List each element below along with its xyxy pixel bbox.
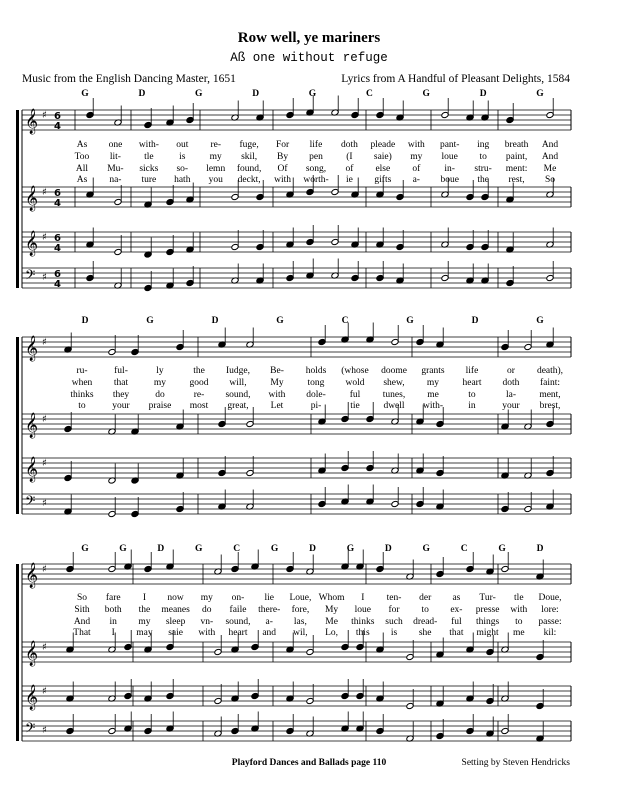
lyric-syllable: to [421,605,429,615]
lyric-syllable: with [274,175,292,185]
lyric-syllable: such [385,617,403,627]
chord-symbol: G [536,316,544,326]
lyric-syllable: great, [227,401,249,411]
lyric-syllable: I [361,593,365,603]
lyric-syllable: By [277,152,289,162]
treble-clef-icon: 𝄞 [25,186,39,211]
lyric-syllable: faile [229,605,247,615]
chord-symbol: C [341,316,349,326]
lyric-syllable: your [112,401,130,411]
treble-clef-icon: 𝄞 [25,563,39,588]
chord-symbol: D [384,544,392,554]
lyric-syllable: my [200,593,213,603]
lyric-syllable: a- [412,175,420,185]
lyric-syllable: me [427,390,439,400]
music-credit: Music from the English Dancing Master, 1651 [22,73,236,85]
lyric-syllable: sleep [165,617,186,627]
sharp-icon: ♯ [42,232,47,243]
chord-symbol: G [270,544,279,554]
lyric-syllable: tle [144,152,154,162]
lyric-syllable: fare [105,593,121,603]
lyric-syllable: Mu- [107,164,124,174]
lyric-syllable: now [167,593,184,603]
lyric-syllable: kil: [543,628,557,638]
lyric-syllable: ing [477,140,490,150]
lyric-syllable: for [388,605,400,615]
chord-symbol: G [81,544,89,554]
sharp-icon: ♯ [42,642,47,653]
system-bracket [16,564,19,741]
lyric-syllable: good [189,378,209,388]
lyric-syllable: my [209,152,222,162]
lyric-syllable: pleade [370,140,396,150]
lyric-syllable: loue [354,605,371,615]
lyric-syllable: in [468,401,476,411]
lyric-syllable: to [468,390,476,400]
lyric-syllable: deckt, [237,175,261,185]
lyric-syllable: saie [168,628,183,638]
lyric-syllable: might [476,628,499,638]
treble-clef-icon: 𝄞 [25,231,39,256]
lyric-syllable: tie [350,401,360,411]
lyric-syllable: found, [236,164,262,174]
lyric-syllable: lie [264,593,274,603]
bass-clef-icon: 𝄢 [25,493,36,512]
system-bracket [16,337,19,514]
lyric-syllable: dwell [383,401,405,411]
lyric-syllable: pant- [439,140,460,150]
lyrics-credit: Lyrics from A Handful of Pleasant Delights, 1584 [341,73,570,85]
sharp-icon: ♯ [42,725,47,736]
lyric-syllable: life [309,140,323,150]
lyric-syllable: brest, [539,401,561,411]
lyric-syllable: death), [536,366,564,376]
chord-symbol: C [233,544,241,554]
lyric-syllable: (whose [341,366,369,376]
lyric-syllable: things [475,617,500,627]
time-sig-bottom: 4 [54,198,61,209]
lyric-syllable: And [541,152,559,162]
lyric-syllable: ment, [539,390,561,400]
treble-clef-icon: 𝄞 [25,457,39,482]
sharp-icon: ♯ [42,187,47,198]
lyric-syllable: ful [451,617,462,627]
lyric-syllable: may [136,628,153,638]
lyric-syllable: Whom [318,593,345,603]
lyric-syllable: heart [462,378,482,388]
lyric-syllable: or [507,366,515,376]
lyric-syllable: ment: [505,164,528,174]
lyric-syllable: gifts [374,175,392,185]
lyric-syllable: is [390,628,398,638]
lyric-syllable: ly [156,366,164,376]
lyric-syllable: As [76,175,88,185]
chord-symbol: G [146,316,154,326]
lyric-syllable: meanes [161,605,190,615]
lyric-syllable: Too [74,152,90,162]
lyric-syllable: tle [514,593,524,603]
lyric-syllable: the [477,175,489,185]
lyric-syllable: shew, [383,378,405,388]
sharp-icon: ♯ [42,110,47,121]
chord-symbol: C [365,89,373,99]
lyric-syllable: ie [345,175,353,185]
lyric-syllable: doth [340,140,358,150]
lyric-syllable: passe: [538,617,562,627]
chord-symbol: D [157,544,165,554]
lyric-syllable: doth [502,378,520,388]
lyric-syllable: der [419,593,432,603]
lyric-syllable: re- [210,140,221,150]
lyric-syllable: tunes, [382,390,406,400]
lyric-syllable: praise [148,401,172,411]
sharp-icon: ♯ [42,458,47,469]
lyric-syllable: Let [270,401,284,411]
lyric-syllable: else [375,164,391,174]
chord-symbol: G [195,89,203,99]
lyric-syllable: My [270,378,284,388]
lyric-syllable: with [198,628,216,638]
lyric-syllable: Be- [270,366,284,376]
lyric-syllable: to [479,152,487,162]
lyric-syllable: as [452,593,461,603]
lyric-syllable: they [112,390,130,400]
lyric-syllable: ful- [114,366,128,376]
lyric-syllable: most [189,401,209,411]
chord-symbol: D [309,544,316,554]
lyric-syllable: this [355,628,370,638]
lyric-syllable: with [510,605,528,615]
lyric-syllable: tong [307,378,325,388]
lyric-syllable: Doue, [538,593,562,603]
lyric-syllable: fuge, [239,140,259,150]
lyric-syllable: my [138,617,151,627]
lyric-syllable: las, [293,617,307,627]
song-title: Row well, ye mariners [237,30,381,46]
chord-symbol: G [119,544,127,554]
lyric-syllable: loue [441,152,458,162]
lyric-syllable: that [449,628,464,638]
lyric-syllable: ten- [386,593,402,603]
lyric-syllable: and [262,628,277,638]
lyric-syllable: to [515,617,523,627]
bass-clef-icon: 𝄢 [25,720,36,739]
sharp-icon: ♯ [42,564,47,575]
lyric-syllable: with [268,390,286,400]
lyric-syllable: Of [277,164,288,174]
lyric-syllable: la- [505,390,517,400]
lyric-syllable: ru- [76,366,88,376]
lyric-syllable: there- [258,605,281,615]
lyric-syllable: do [202,605,212,615]
chord-symbol: G [81,89,89,99]
lyric-syllable: saie) [373,152,392,162]
lyric-syllable: so- [176,164,189,174]
chord-symbol: G [406,316,414,326]
lyric-syllable: paint, [505,152,528,162]
chord-symbol: G [536,89,544,99]
lyric-syllable: you [208,175,223,185]
lyric-syllable: And [73,617,91,627]
lyric-syllable: My [324,605,339,615]
lyric-syllable: I [142,593,146,603]
lyric-syllable: the [193,366,205,376]
lyric-syllable: your [502,401,520,411]
page-footer-title: Playford Dances and Ballads page 110 [231,758,387,768]
lyric-syllable: hath [174,175,191,185]
lyric-syllable: For [275,140,290,150]
lyric-syllable: Lo, [325,628,339,638]
sharp-icon: ♯ [42,337,47,348]
lyric-syllable: with [407,140,425,150]
lyric-syllable: lemn [206,164,226,174]
chord-symbol: D [471,316,479,326]
lyric-syllable: So [544,175,556,185]
lyric-syllable: stru- [474,164,492,174]
chord-symbol: G [195,544,203,554]
lyric-syllable: a- [265,617,273,627]
lyric-syllable: song, [305,164,327,174]
system-bracket [16,110,19,288]
lyric-syllable: to [78,401,86,411]
lyric-syllable: with- [422,401,444,411]
lyric-syllable: presse [475,605,500,615]
lyric-syllable: sound, [225,617,251,627]
sharp-icon: ♯ [42,686,47,697]
lyric-syllable: life [465,366,479,376]
lyric-syllable: (I [346,152,353,162]
time-sig-top: 6 [54,269,61,280]
chord-symbol: D [536,544,544,554]
lyric-syllable: Me [543,164,557,174]
lyric-syllable: will, [229,378,247,388]
treble-clef-icon: 𝄞 [25,413,39,438]
lyric-syllable: Tur- [479,593,496,603]
lyric-syllable: the [138,605,151,615]
lyric-syllable: my [153,378,167,388]
treble-clef-icon: 𝄞 [25,336,39,361]
lyric-syllable: ture [141,175,157,185]
lyric-syllable: me [512,628,525,638]
lyric-syllable: rest, [508,175,525,185]
lyric-syllable: All [75,164,89,174]
lyric-syllable: Loue, [289,593,312,603]
sharp-icon: ♯ [42,498,47,509]
lyric-syllable: do [155,390,165,400]
lyric-syllable: vn- [200,617,214,627]
lyric-syllable: thinks [70,390,94,400]
chord-symbol: D [211,316,219,326]
lyric-syllable: faint: [539,378,561,388]
lyric-syllable: she [418,628,432,638]
time-sig-top: 6 [54,233,61,244]
lyric-syllable: sicks [139,164,159,174]
lyric-syllable: pen [309,152,323,162]
arranger-credit: Setting by Steven Hendricks [461,758,570,768]
treble-clef-icon: 𝄞 [25,685,39,710]
chord-symbol: D [138,89,146,99]
lyric-syllable: that [113,378,129,388]
chord-symbol: G [422,544,430,554]
lyric-syllable: in [109,617,117,627]
bass-clef-icon: 𝄢 [25,267,36,286]
lyric-syllable: thinks [351,617,375,627]
lyric-syllable: in- [444,164,455,174]
lyric-syllable: I [111,628,115,638]
lyric-syllable: with- [138,140,159,150]
lyric-syllable: Iudge, [225,366,251,376]
lyric-syllable: That [73,628,91,638]
time-sig-top: 6 [54,188,61,199]
lyric-syllable: my [410,152,423,162]
chord-symbol: G [422,89,430,99]
lyric-syllable: lore: [541,605,559,615]
time-sig-bottom: 4 [54,243,61,254]
lyric-syllable: holds [305,366,327,376]
chord-symbol: D [479,89,487,99]
lyric-syllable: of [412,164,421,174]
lyric-syllable: na- [109,175,122,185]
chord-symbol: G [346,544,355,554]
chord-symbol: C [460,544,468,554]
lyric-syllable: And [541,140,559,150]
lyric-syllable: when [71,378,93,388]
lyric-syllable: of [345,164,354,174]
sharp-icon: ♯ [42,414,47,425]
lyric-syllable: my [426,378,440,388]
time-sig-bottom: 4 [54,279,61,290]
lyric-syllable: fore, [291,605,310,615]
lyric-syllable: dread- [413,617,438,627]
chord-symbol: D [81,316,89,326]
lyric-syllable: breath [504,140,529,150]
lyric-syllable: As [76,140,88,150]
lyric-syllable: wil, [293,628,308,638]
lyric-syllable: Me [325,617,338,627]
lyric-syllable: pi- [310,401,322,411]
lyric-syllable: both [104,605,122,615]
lyric-syllable: re- [193,390,205,400]
chord-symbol: G [498,544,506,554]
lyric-syllable: worth- [303,175,329,185]
sharp-icon: ♯ [42,272,47,283]
chord-symbol: G [308,89,317,99]
time-sig-top: 6 [54,111,61,122]
lyric-syllable: Sith [74,605,90,615]
lyric-syllable: on- [231,593,245,603]
lyric-syllable: doome [381,366,407,376]
lyric-syllable: one [108,140,123,150]
lyric-syllable: ful [349,390,361,400]
treble-clef-icon: 𝄞 [25,109,39,134]
lyric-syllable: ex- [450,605,463,615]
time-sig-bottom: 4 [54,121,61,132]
lyric-syllable: lit- [109,152,121,162]
chord-symbol: G [276,316,284,326]
treble-clef-icon: 𝄞 [25,641,39,666]
lyric-syllable: skil, [241,152,258,162]
lyric-syllable: dole- [306,390,326,400]
lyric-syllable: grants [421,366,445,376]
chord-symbol: D [252,89,260,99]
lyric-syllable: boue [440,175,459,185]
lyric-syllable: sound, [225,390,251,400]
lyric-syllable: out [176,140,189,150]
lyric-syllable: heart [228,628,248,638]
lyric-syllable: So [76,593,88,603]
song-subtitle: Aß one without refuge [230,51,388,65]
lyric-syllable: is [179,152,186,162]
lyric-syllable: wold [345,378,365,388]
